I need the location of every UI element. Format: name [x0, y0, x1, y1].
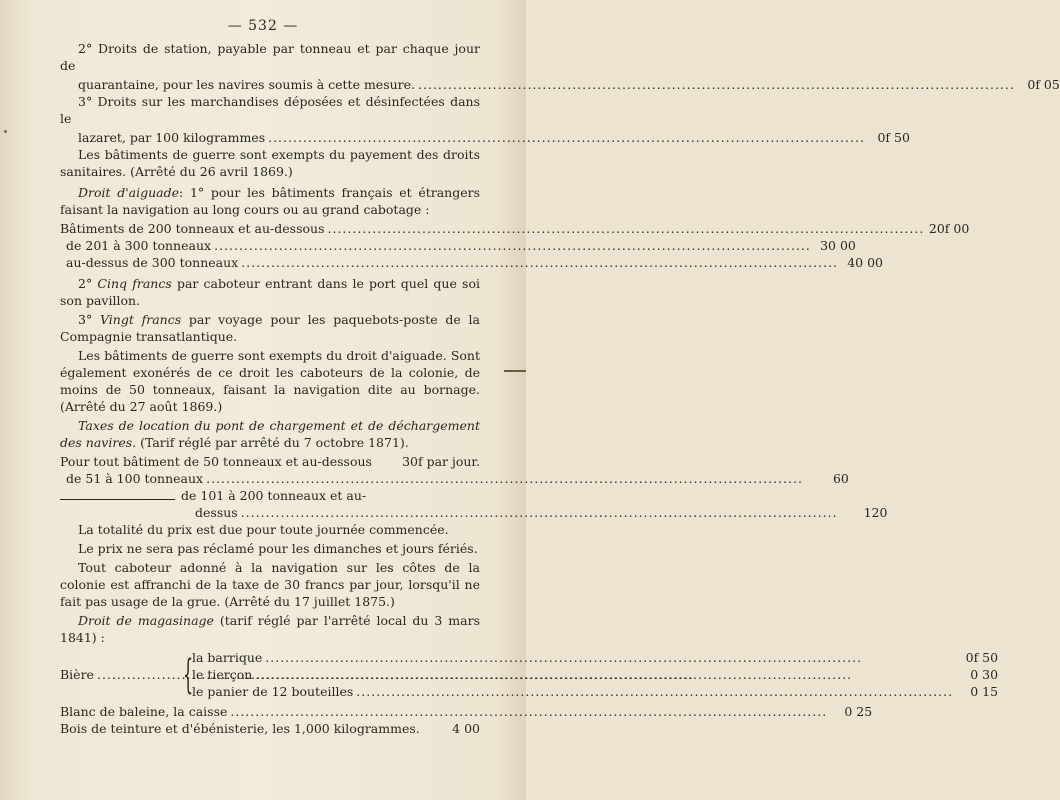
- cinq-francs-paragraph: 2° Cinq francs par caboteur entrant dans le port quel que soi son pavillon.: [60, 276, 480, 308]
- location-row-3: de 101 à 200 tonneaux et au-: [60, 487, 480, 504]
- tariff-row-3: au-dessus de 300 tonneaux ..... 40 00: [60, 254, 480, 271]
- station-row: quarantaine, pour les navires soumis à cette mesure. ..... 0f 05: [60, 76, 480, 93]
- magasinage-paragraph: Droit de magasinage (tarif réglé par l'arrêté local du 3 mars 1841) :: [60, 613, 480, 645]
- tariff-row-2: de 201 à 300 tonneaux ..... 30 00: [60, 237, 480, 254]
- page-number: — 532 —: [227, 18, 299, 34]
- margin-mark: [504, 370, 526, 372]
- location-row-4: dessus ..... 120: [60, 504, 480, 521]
- biere-row-2: le tierçon ..... 0 30: [192, 666, 998, 683]
- biere-label-row: Bière .....: [60, 666, 180, 683]
- page-speck: [4, 130, 7, 133]
- tariff-row-1: Bâtiments de 200 tonneaux et au-dessous ..... 20f 00: [60, 220, 480, 237]
- brace-glyph: {: [183, 651, 194, 698]
- aiguade-paragraph: Droit d'aiguade: 1° pour les bâtiments français et étrangers faisant la navigation au long cours ou au grand cabotage :: [60, 185, 481, 217]
- location-row-2: de 51 à 100 tonneaux ..... 60: [60, 470, 480, 487]
- lazaret-line: 3° Droits sur les marchandises déposées et désinfectées dans le: [60, 94, 480, 126]
- guerre-paragraph: Les bâtiments de guerre sont exempts du payement des droits sanitaires. (Arrêté du 26 avril 1869.): [60, 147, 480, 179]
- location-row-1: Pour tout bâtiment de 50 tonneaux et au-dessous 30f par jour.: [60, 454, 480, 469]
- station-line: 2° Droits de station, payable par tonneau et par chaque jour de: [60, 41, 480, 73]
- biere-items: [192, 649, 998, 700]
- totalite-line: La totalité du prix est due pour toute journée commencée.: [78, 522, 449, 537]
- caboteur-paragraph: Tout caboteur adonné à la navigation sur les côtes de la colonie est affranchi de la taxe de 30 francs par jour, lorsqu'il ne fait pas usage de la grue. (Arrêté du 17 juillet 1875.): [60, 560, 480, 609]
- vingt-francs-paragraph: 3° Vingt francs par voyage pour les paquebots-poste de la Compagnie transatlantique.: [60, 312, 480, 344]
- lazaret-row: lazaret, par 100 kilogrammes ..... 0f 50: [60, 129, 480, 146]
- blanc-row: Blanc de baleine, la caisse ..... 0 25: [60, 703, 480, 720]
- exemption-paragraph: Les bâtiments de guerre sont exempts du droit d'aiguade. Sont également exonérés de ce droit les caboteurs de la colonie, de moins de 50 tonneaux, faisant la navigation dite au bornage. (Arrêté du 27 août 1869.): [60, 348, 480, 414]
- page-body: [60, 40, 1060, 737]
- biere-group: [60, 649, 999, 700]
- taxes-paragraph: Taxes de location du pont de chargement et de déchargement des navires. (Tarif réglé par arrêté du 7 octobre 1871).: [60, 418, 480, 450]
- prix-line: Le prix ne sera pas réclamé pour les dimanches et jours fériés.: [78, 541, 478, 556]
- bois-row: Bois de teinture et d'ébénisterie, les 1,000 kilogrammes. 4 00: [60, 721, 480, 736]
- biere-row-3: le panier de 12 bouteilles ..... 0 15: [192, 683, 998, 700]
- biere-row-1: la barrique ..... 0f 50: [192, 649, 998, 666]
